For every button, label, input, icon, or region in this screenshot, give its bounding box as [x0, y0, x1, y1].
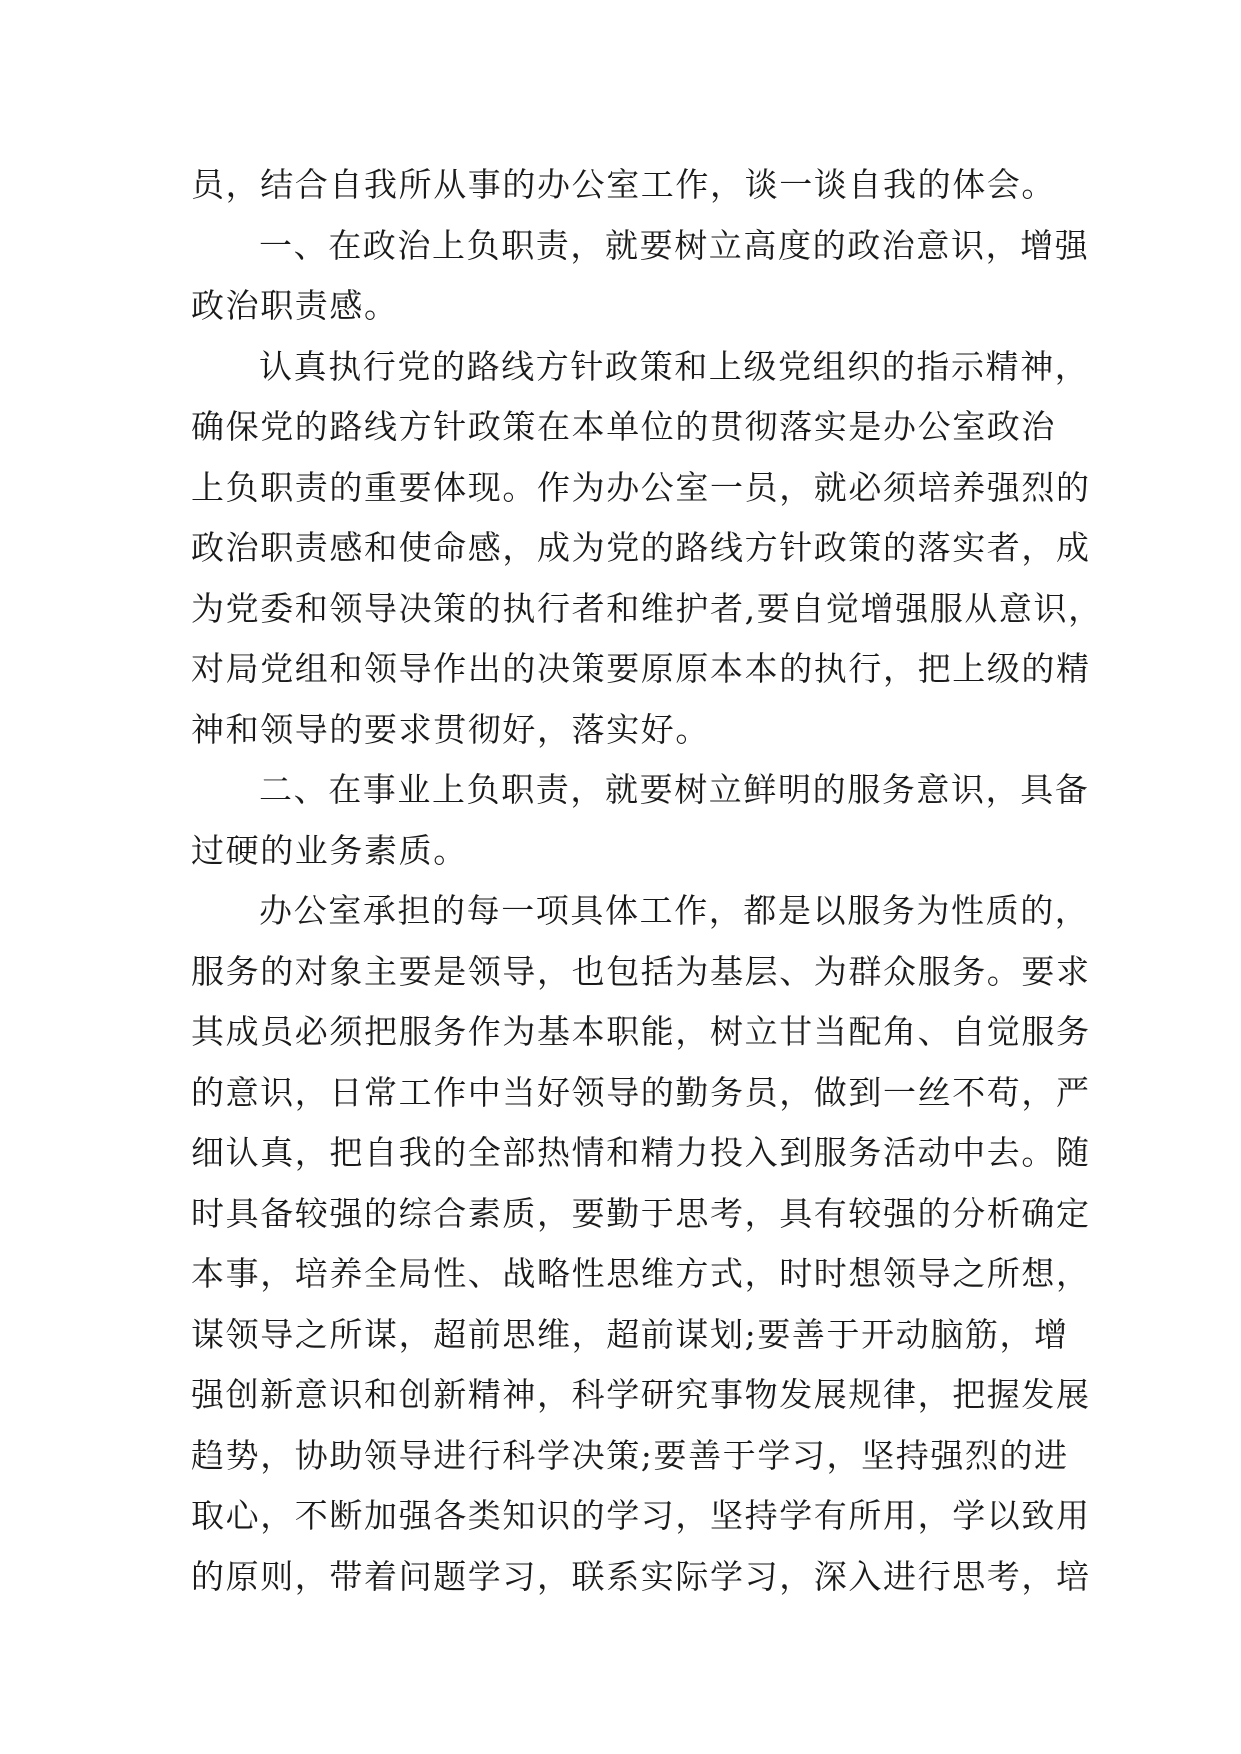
text-line: 上负职责的重要体现。作为办公室一员，就必须培养强烈的: [191, 467, 1091, 507]
heading-line: 过硬的业务素质。: [191, 830, 468, 870]
text-line: 取心，不断加强各类知识的学习，坚持学有所用，学以致用: [191, 1496, 1091, 1535]
text-line: 神和领导的要求贯彻好，落实好。: [191, 709, 710, 749]
text-line: 服务的对象主要是领导，也包括为基层、为群众服务。要求: [191, 951, 1091, 991]
text-line: 本事，培养全局性、战略性思维方式，时时想领导之所想，: [191, 1254, 1091, 1293]
text-line: 确保党的路线方针政策在本单位的贯彻落实是办公室政治: [191, 407, 1056, 446]
text-line: 趋势，协助领导进行科学决策;要善于学习，坚持强烈的进: [191, 1435, 1069, 1475]
text-line: 细认真，把自我的全部热情和精力投入到服务活动中去。随: [191, 1133, 1091, 1172]
text-line: 其成员必须把服务作为基本职能，树立甘当配角、自觉服务: [191, 1012, 1091, 1051]
text-line: 为党委和领导决策的执行者和维护者,要自觉增强服从意识，: [191, 588, 1103, 628]
text-line: 认真执行党的路线方针政策和上级党组织的指示精神，: [259, 346, 1090, 386]
body-text: [191, 155, 1103, 1607]
text-line: 办公室承担的每一项具体工作，都是以服务为性质的，: [259, 891, 1090, 930]
text-line: 时具备较强的综合素质，要勤于思考，具有较强的分析确定: [191, 1193, 1091, 1233]
text-line: 的意识，日常工作中当好领导的勤务员，做到一丝不苟，严: [191, 1072, 1091, 1112]
text-line: 强创新意识和创新精神，科学研究事物发展规律，把握发展: [191, 1375, 1091, 1414]
text-line: 的原则，带着问题学习，联系实际学习，深入进行思考，培: [191, 1556, 1091, 1596]
heading-line: 政治职责感。: [191, 286, 399, 325]
text-line: 员，结合自我所从事的办公室工作，谈一谈自我的体会。: [191, 165, 1056, 204]
text-line: 谋领导之所谋，超前思维，超前谋划;要善于开动脑筋，增: [191, 1314, 1069, 1354]
heading-line: 二、在事业上负职责，就要树立鲜明的服务意识，具备: [259, 770, 1090, 809]
text-line: 政治职责感和使命感，成为党的路线方针政策的落实者，成: [191, 528, 1091, 567]
text-line: 对局党组和领导作出的决策要原原本本的执行，把上级的精: [191, 649, 1091, 688]
heading-line: 一、在政治上负职责，就要树立高度的政治意识，增强: [259, 225, 1090, 265]
